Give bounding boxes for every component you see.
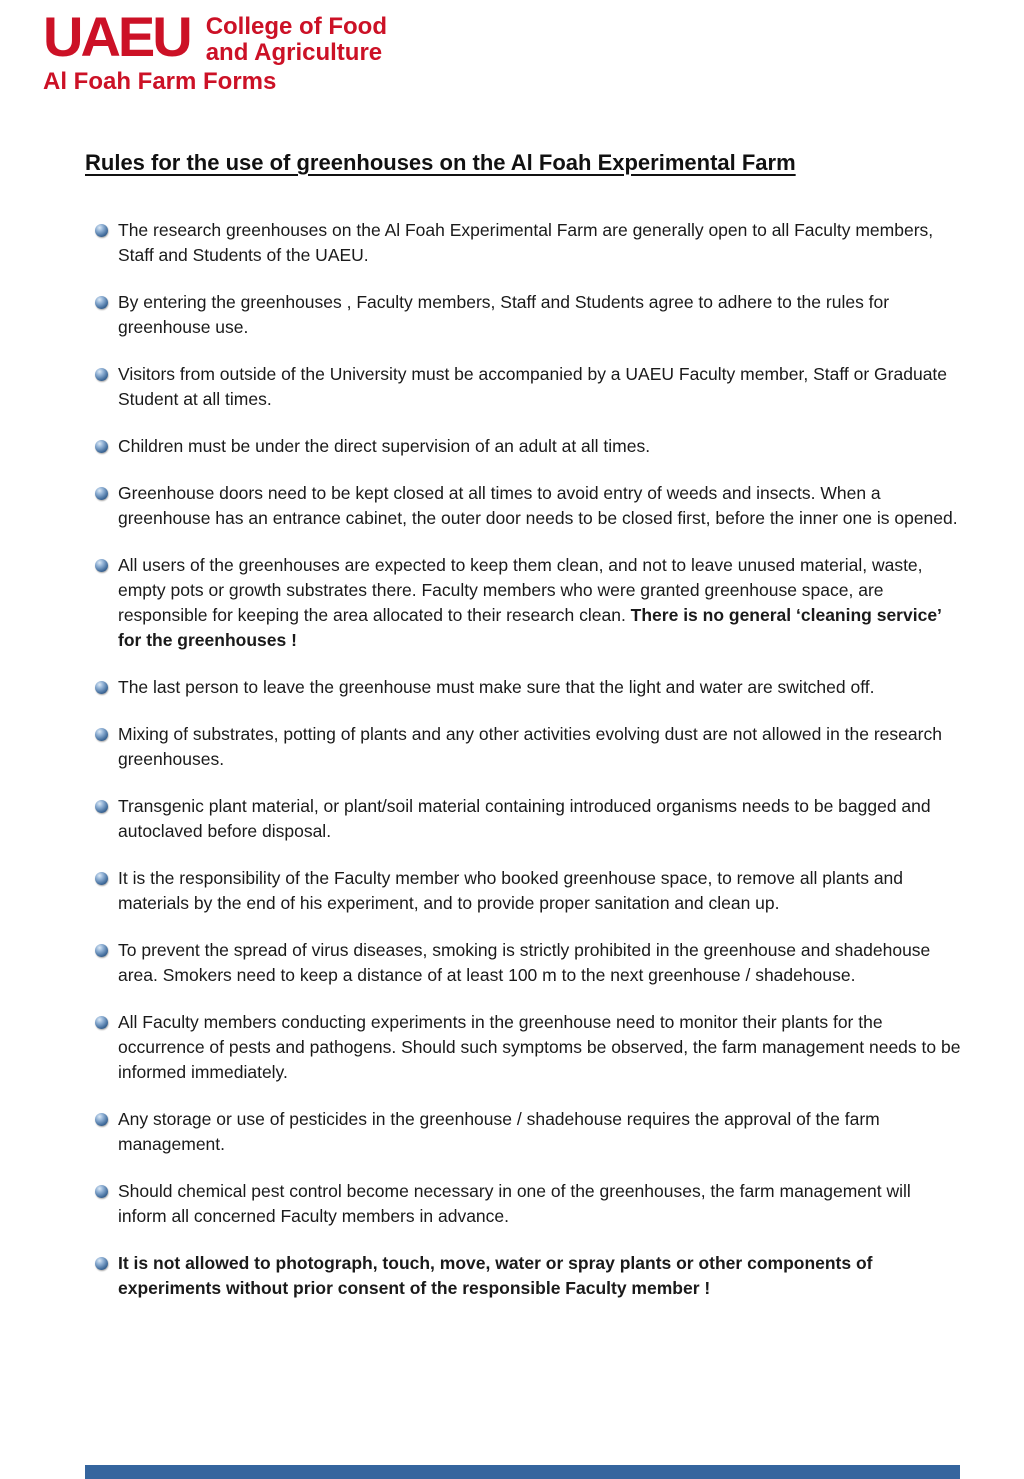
form-collection-title: Al Foah Farm Forms xyxy=(43,67,277,95)
bullet-sphere-icon xyxy=(95,224,108,237)
rule-text: It is not allowed to photograph, touch, move, water or spray plants or other components of experiments without prior consent of the responsible Faculty member ! xyxy=(118,1252,873,1298)
rule-text: It is the responsibility of the Faculty member who booked greenhouse space, to remove all plants and materials by the end of his experiment, and to provide proper sanitation and clean up. xyxy=(118,867,904,913)
college-name-line2: and Agriculture xyxy=(205,38,383,66)
bullet-sphere-icon xyxy=(95,296,108,309)
college-name-line1: College of Food xyxy=(205,13,387,40)
uaeu-logo: UAEU xyxy=(43,5,190,68)
rule-text: All Faculty members conducting experiments in the greenhouse need to monitor their plants for the occurrence of pests and pathogens. Should such symptoms be observed, the farm management needs to be informed immediately. xyxy=(118,1011,961,1082)
rule-item xyxy=(95,1107,962,1157)
logo-row xyxy=(43,5,962,68)
rule-item xyxy=(95,866,962,916)
rule-item xyxy=(95,362,962,412)
footer-bar xyxy=(85,1465,960,1479)
bullet-sphere-icon xyxy=(95,1016,108,1029)
rule-item xyxy=(95,218,962,268)
rule-item xyxy=(95,722,962,772)
rule-item xyxy=(95,675,962,700)
rule-item xyxy=(95,1251,962,1301)
rule-item xyxy=(95,794,962,844)
rule-text: Transgenic plant material, or plant/soil material containing introduced organisms needs to be bagged and autoclaved before disposal. xyxy=(118,795,931,841)
header xyxy=(23,5,962,96)
bullet-sphere-icon xyxy=(95,487,108,500)
rule-text: Any storage or use of pesticides in the greenhouse / shadehouse requires the approval of the farm management. xyxy=(118,1108,880,1154)
rule-text: The research greenhouses on the Al Foah Experimental Farm are generally open to all Faculty members, Staff and Students of the UAEU. xyxy=(118,219,934,265)
bullet-sphere-icon xyxy=(95,440,108,453)
bullet-sphere-icon xyxy=(95,681,108,694)
rule-text: All users of the greenhouses are expected to keep them clean, and not to leave unused material, waste, empty pots or growth substrates there. Faculty members who were granted greenhouse space, are responsible for keeping the area allocated to their research clean. There is no general ‘cleaning service’ for the greenhouses ! xyxy=(118,554,941,650)
college-name xyxy=(206,14,387,66)
bullet-sphere-icon xyxy=(95,1113,108,1126)
rule-text: Children must be under the direct supervision of an adult at all times. xyxy=(118,435,651,456)
rule-text: Should chemical pest control become necessary in one of the greenhouses, the farm management will inform all concerned Faculty members in advance. xyxy=(118,1180,911,1226)
rule-text: Mixing of substrates, potting of plants and any other activities evolving dust are not allowed in the research greenhouses. xyxy=(118,723,942,769)
rule-item xyxy=(95,1010,962,1085)
rule-item xyxy=(95,481,962,531)
rule-item xyxy=(95,938,962,988)
rule-text: Visitors from outside of the University must be accompanied by a UAEU Faculty member, Staff or Graduate Student at all times. xyxy=(118,363,948,409)
rule-item xyxy=(95,553,962,653)
bullet-sphere-icon xyxy=(95,368,108,381)
rule-text: Greenhouse doors need to be kept closed at all times to avoid entry of weeds and insects. When a greenhouse has an entrance cabinet, the outer door needs to be closed first, before the inner one is opened. xyxy=(118,482,958,528)
page-title: Rules for the use of greenhouses on the Al Foah Experimental Farm xyxy=(85,149,796,175)
rule-text: The last person to leave the greenhouse must make sure that the light and water are switched off. xyxy=(118,676,875,697)
rule-item xyxy=(95,290,962,340)
rules-list xyxy=(85,218,962,1301)
rule-item xyxy=(95,434,962,459)
bullet-sphere-icon xyxy=(95,1257,108,1270)
bullet-sphere-icon xyxy=(95,944,108,957)
bullet-sphere-icon xyxy=(95,800,108,813)
rule-text: By entering the greenhouses , Faculty members, Staff and Students agree to adhere to the rules for greenhouse use. xyxy=(118,291,890,337)
bullet-sphere-icon xyxy=(95,728,108,741)
rule-text: To prevent the spread of virus diseases, smoking is strictly prohibited in the greenhouse and shadehouse area. Smokers need to keep a distance of at least 100 m to the next greenhouse / shadehouse. xyxy=(118,939,931,985)
bullet-sphere-icon xyxy=(95,1185,108,1198)
rule-item xyxy=(95,1179,962,1229)
bullet-sphere-icon xyxy=(95,872,108,885)
bullet-sphere-icon xyxy=(95,559,108,572)
